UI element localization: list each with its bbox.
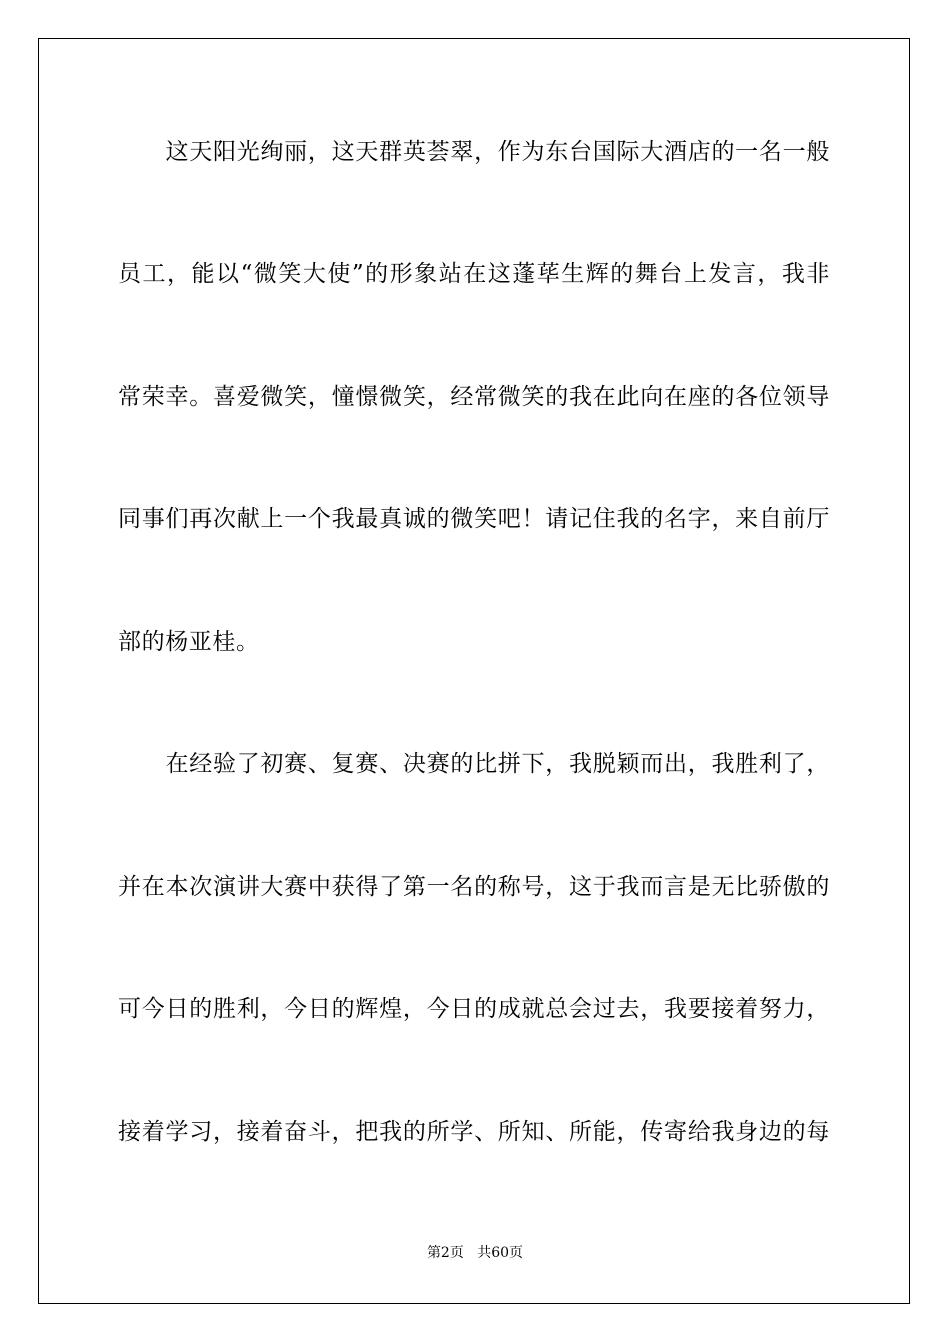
text-line: 员工，能以“微笑大使”的形象站在这蓬荜生辉的舞台上发言，我非 xyxy=(118,261,830,287)
page-footer xyxy=(0,1244,950,1262)
text-line: 并在本次演讲大赛中获得了第一名的称号，这于我而言是无比骄傲的 xyxy=(118,874,830,900)
text-line: 接着学习，接着奋斗，把我的所学、所知、所能，传寄给我身边的每 xyxy=(118,1119,830,1145)
page-total: 共60页 xyxy=(477,1245,524,1261)
text-line: 常荣幸。喜爱微笑，憧憬微笑，经常微笑的我在此向在座的各位领导 xyxy=(118,384,830,410)
text-line: 部的杨亚桂。 xyxy=(118,629,260,655)
text-line: 这天阳光绚丽，这天群英荟翠，作为东台国际大酒店的一名一般 xyxy=(118,139,830,165)
text-line: 可今日的胜利，今日的辉煌，今日的成就总会过去，我要接着努力， xyxy=(118,996,830,1022)
page-number: 第2页 xyxy=(426,1245,464,1261)
text-line: 同事们再次献上一个我最真诚的微笑吧！请记住我的名字，来自前厅 xyxy=(118,506,830,532)
page-border xyxy=(38,38,910,1304)
text-line: 在经验了初赛、复赛、决赛的比拼下，我脱颖而出，我胜利了， xyxy=(118,751,830,777)
